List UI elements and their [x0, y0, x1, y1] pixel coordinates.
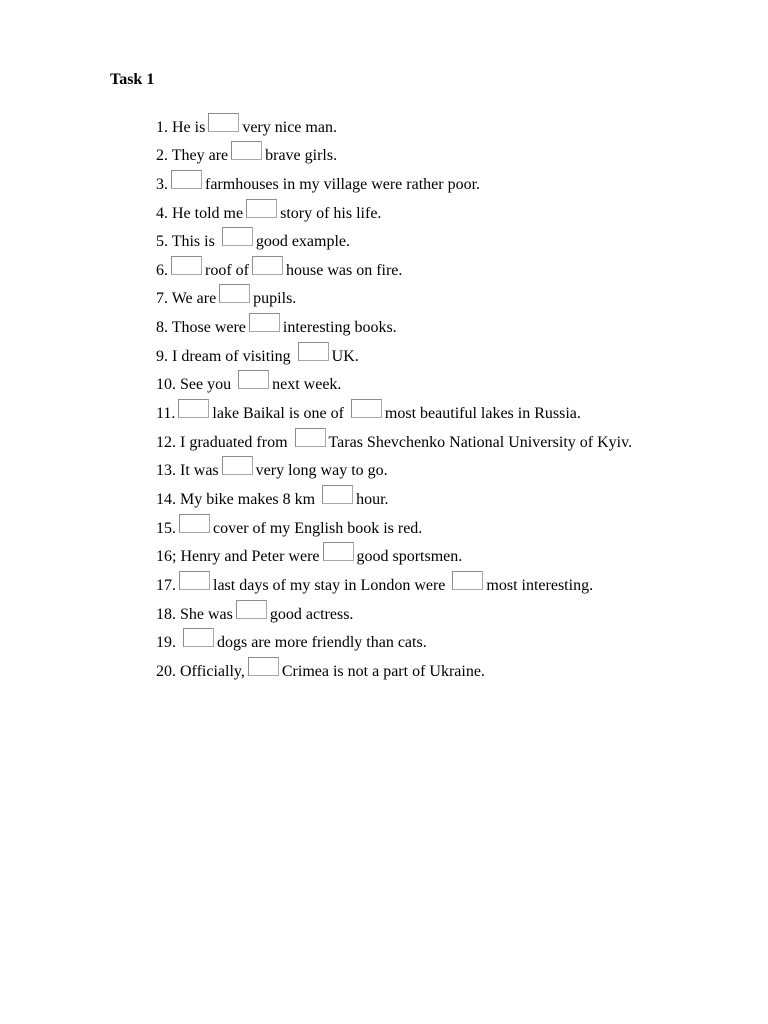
sentence-text: 19.	[156, 634, 180, 652]
exercise-item	[156, 396, 632, 425]
sentence-text: 12. I graduated from	[156, 433, 292, 451]
answer-blank-input[interactable]	[171, 170, 202, 189]
sentence-text: Crimea is not a part of Ukraine.	[281, 662, 485, 680]
exercise-item	[156, 368, 632, 397]
exercise-item	[156, 597, 632, 626]
answer-blank-input[interactable]	[178, 399, 209, 418]
sentence-text: good example.	[255, 233, 351, 251]
sentence-text: 14. My bike makes 8 km	[156, 490, 320, 508]
exercise-item	[156, 454, 632, 483]
sentence-text: interesting books.	[282, 319, 397, 337]
exercise-item	[156, 425, 632, 454]
answer-blank-input[interactable]	[323, 542, 354, 561]
exercise-item	[156, 196, 632, 225]
sentence-text: very nice man.	[242, 118, 337, 136]
exercise-item	[156, 139, 632, 168]
answer-blank-input[interactable]	[171, 256, 202, 275]
exercise-list	[156, 110, 632, 683]
sentence-text: 5. This is	[156, 233, 219, 251]
sentence-text: 8. Those were	[156, 319, 246, 337]
exercise-item	[156, 511, 632, 540]
sentence-text: very long way to go.	[255, 462, 388, 480]
sentence-text: 4. He told me	[156, 204, 244, 222]
answer-blank-input[interactable]	[208, 113, 239, 132]
sentence-text: 20. Officially,	[156, 662, 245, 680]
task-title: Task 1	[110, 71, 155, 88]
exercise-item	[156, 339, 632, 368]
sentence-text: 13. It was	[156, 462, 219, 480]
sentence-text: hour.	[356, 490, 389, 508]
sentence-text: 17.	[156, 576, 176, 594]
sentence-text: pupils.	[253, 290, 297, 308]
sentence-text: 9. I dream of visiting	[156, 347, 295, 365]
sentence-text: 2. They are	[156, 147, 229, 165]
sentence-text: Taras Shevchenko National University of Kyiv.	[328, 433, 633, 451]
exercise-item	[156, 482, 632, 511]
sentence-text: story of his life.	[280, 204, 382, 222]
answer-blank-input[interactable]	[183, 628, 214, 647]
exercise-item	[156, 568, 632, 597]
sentence-text: most beautiful lakes in Russia.	[384, 405, 581, 423]
sentence-text: 1. He is	[156, 118, 206, 136]
answer-blank-input[interactable]	[248, 657, 279, 676]
sentence-text: 3.	[156, 175, 168, 193]
sentence-text: last days of my stay in London were	[213, 576, 450, 594]
sentence-text: 16; Henry and Peter were	[156, 548, 320, 566]
exercise-item	[156, 225, 632, 254]
sentence-text: farmhouses in my village were rather poor.	[205, 175, 481, 193]
sentence-text: brave girls.	[265, 147, 338, 165]
sentence-text: most interesting.	[486, 576, 594, 594]
sentence-text: 10. See you	[156, 376, 236, 394]
exercise-item	[156, 626, 632, 655]
exercise-item	[156, 253, 632, 282]
exercise-item	[156, 110, 632, 139]
sentence-text: 18. She was	[156, 605, 233, 623]
sentence-text: 6.	[156, 261, 168, 279]
exercise-item	[156, 282, 632, 311]
answer-blank-input[interactable]	[295, 428, 326, 447]
sentence-text: good actress.	[269, 605, 354, 623]
sentence-text: 11.	[156, 405, 176, 423]
answer-blank-input[interactable]	[246, 199, 277, 218]
sentence-text: roof of	[205, 261, 249, 279]
answer-blank-input[interactable]	[231, 141, 262, 160]
answer-blank-input[interactable]	[298, 342, 329, 361]
answer-blank-input[interactable]	[179, 571, 210, 590]
sentence-text: cover of my English book is red.	[213, 519, 423, 537]
sentence-text: dogs are more friendly than cats.	[217, 634, 427, 652]
exercise-item	[156, 654, 632, 683]
exercise-item	[156, 310, 632, 339]
answer-blank-input[interactable]	[322, 485, 353, 504]
answer-blank-input[interactable]	[351, 399, 382, 418]
answer-blank-input[interactable]	[236, 600, 267, 619]
sentence-text: 15.	[156, 519, 176, 537]
sentence-text: lake Baikal is one of	[212, 405, 348, 423]
sentence-text: good sportsmen.	[356, 548, 463, 566]
sentence-text: 7. We are	[156, 290, 217, 308]
exercise-item	[156, 167, 632, 196]
sentence-text: UK.	[331, 347, 359, 365]
answer-blank-input[interactable]	[179, 514, 210, 533]
answer-blank-input[interactable]	[238, 370, 269, 389]
answer-blank-input[interactable]	[252, 256, 283, 275]
answer-blank-input[interactable]	[219, 284, 250, 303]
answer-blank-input[interactable]	[222, 456, 253, 475]
sentence-text: house was on fire.	[285, 261, 403, 279]
answer-blank-input[interactable]	[249, 313, 280, 332]
answer-blank-input[interactable]	[452, 571, 483, 590]
answer-blank-input[interactable]	[222, 227, 253, 246]
exercise-item	[156, 540, 632, 569]
sentence-text: next week.	[272, 376, 342, 394]
